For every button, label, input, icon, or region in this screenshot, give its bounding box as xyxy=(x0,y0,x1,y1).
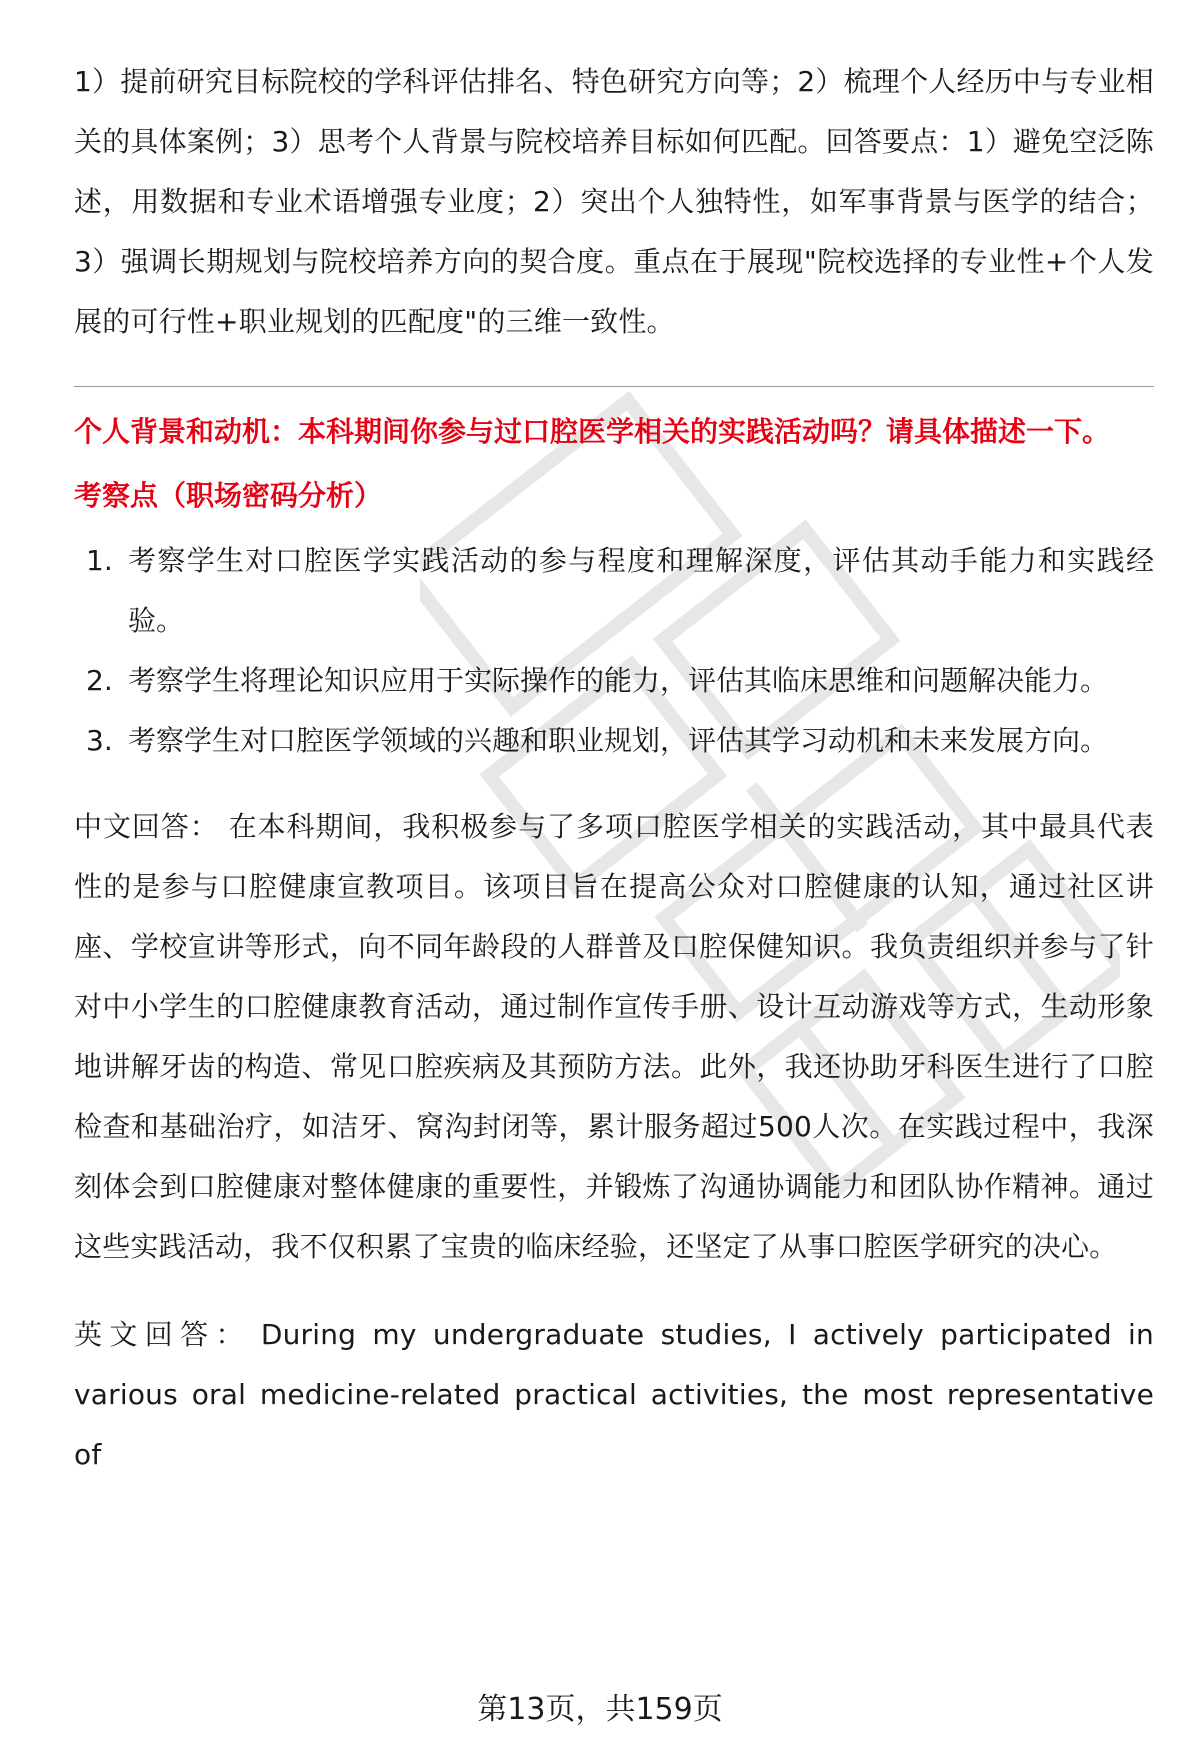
english-answer-label: 英文回答： xyxy=(74,1318,251,1351)
list-item xyxy=(74,531,1154,651)
chinese-answer-text: 在本科期间，我积极参与了多项口腔医学相关的实践活动，其中最具代表性的是参与口腔健康宣教项目。该项目旨在提高公众对口腔健康的认知，通过社区讲座、学校宣讲等形式，向不同年龄段的人群普及口腔保健知识。我负责组织并参与了针对中小学生的口腔健康教育活动，通过制作宣传手册、设计互动游戏等方式，生动形象地讲解牙齿的构造、常见口腔疾病及其预防方法。此外，我还协助牙科医生进行了口腔检查和基础治疗，如洁牙、窝沟封闭等，累计服务超过500人次。在实践过程中，我深刻体会到口腔健康对整体健康的重要性，并锻炼了沟通协调能力和团队协作精神。通过这些实践活动，我不仅积累了宝贵的临床经验，还坚定了从事口腔医学研究的决心。 xyxy=(74,810,1154,1263)
list-item-text: 考察学生对口腔医学领域的兴趣和职业规划，评估其学习动机和未来发展方向。 xyxy=(128,724,1109,757)
chinese-answer-label: 中文回答： xyxy=(74,810,219,843)
assessment-points-list xyxy=(74,531,1154,771)
chinese-answer xyxy=(74,797,1154,1277)
english-answer-text: During my undergraduate studies, I actively participated in various oral medicine-related practical activities, the most representative of xyxy=(74,1318,1154,1471)
english-answer xyxy=(74,1305,1154,1485)
section-divider xyxy=(74,386,1154,387)
list-item-number: 1. xyxy=(86,544,113,577)
list-item-number: 2. xyxy=(86,664,113,697)
list-item-text: 考察学生将理论知识应用于实际操作的能力，评估其临床思维和问题解决能力。 xyxy=(128,664,1109,697)
list-item-text: 考察学生对口腔医学实践活动的参与程度和理解深度，评估其动手能力和实践经验。 xyxy=(128,544,1154,637)
list-item xyxy=(74,651,1154,711)
question-title: 个人背景和动机：本科期间你参与过口腔医学相关的实践活动吗？请具体描述一下。 xyxy=(74,415,1111,448)
list-item xyxy=(74,711,1154,771)
document-page xyxy=(74,52,1154,1485)
list-item-number: 3. xyxy=(86,724,113,757)
assessment-points-title: 考察点（职场密码分析） xyxy=(74,479,383,512)
page-number: 第13页，共159页 xyxy=(477,1692,723,1727)
intro-paragraph: 1）提前研究目标院校的学科评估排名、特色研究方向等；2）梳理个人经历中与专业相关的具体案例；3）思考个人背景与院校培养目标如何匹配。回答要点：1）避免空泛陈述，用数据和专业术语增强专业度；2）突出个人独特性，如军事背景与医学的结合；3）强调长期规划与院校培养方向的契合度。重点在于展现"院校选择的专业性+个人发展的可行性+职业规划的匹配度"的三维一致性。 xyxy=(74,65,1154,338)
